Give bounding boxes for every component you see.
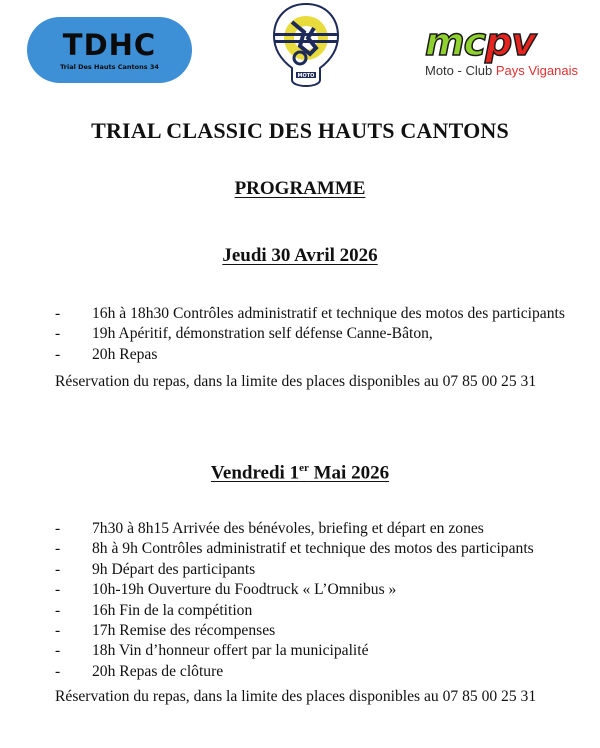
list-item-text: 18h Vin d’honneur offert par la municipalité [92,642,369,660]
list-item [55,304,565,324]
list-item [55,539,534,559]
bullet: - [55,520,61,537]
list-item-text: 16h Fin de la compétition [92,601,253,619]
list-item [55,560,534,580]
day-heading-friday-sup: er [299,462,309,474]
list-item [55,519,534,539]
schedule-list-thursday [55,304,565,365]
list-item [55,662,534,682]
list-item-text: 8h à 9h Contrôles administratif et technique des motos des participants [92,540,534,558]
bullet: - [55,540,61,558]
day-heading-thursday: Jeudi 30 Avril 2026 [222,245,378,266]
list-item [55,641,534,661]
list-item-text: 16h à 18h30 Contrôles administratif et technique des motos des participants [92,305,565,322]
bullet: - [55,345,61,363]
day-heading-friday-pre: Vendredi 1 [210,462,300,484]
day-heading-friday-post: Mai 2026 [308,462,390,484]
bullet: - [55,560,61,578]
bullet: - [55,662,61,680]
document-title: TRIAL CLASSIC DES HAUTS CANTONS [91,118,509,143]
list-item-text: 20h Repas [92,345,158,363]
list-item [55,621,534,641]
tdhc-logo-subtitle: Trial Des Hauts Cantons 34 [60,62,159,71]
bullet: - [55,581,61,599]
list-item-text: 9h Départ des participants [92,560,256,578]
tdhc-logo [27,17,192,83]
mcpv-logo-wordmark [425,20,585,64]
day-heading-friday [0,462,600,484]
list-item [55,324,565,344]
mcpv-sub-pays-viganais: Pays Viganais [495,63,578,78]
list-item-text: 17h Remise des récompenses [92,622,276,640]
svg-text:MOTO: MOTO [297,73,315,79]
reservation-note-thursday: Réservation du repas, dans la limite des places disponibles au 07 85 00 25 31 [55,373,537,390]
bullet: - [55,622,61,640]
mcpv-sub-moto-club: Moto - Club [425,63,493,78]
list-item-text: 7h30 à 8h15 Arrivée des bénévoles, briefing et départ en zones [92,520,484,537]
trophee-trial-vintage-badge-icon [270,2,342,92]
mcpv-logo [425,20,585,84]
programme-heading: PROGRAMME [234,178,366,199]
list-item-text: 10h-19h Ouverture du Foodtruck « L’Omnibus » [92,581,397,599]
list-item-text: 19h Apéritif, démonstration self défense Canne-Bâton, [92,325,433,343]
tdhc-logo-title: TDHC [62,27,157,62]
bullet: - [55,601,61,619]
reservation-note-friday: Réservation du repas, dans la limite des places disponibles au 07 85 00 25 31 [55,688,537,705]
list-item-text: 20h Repas de clôture [92,662,224,680]
schedule-list-friday [55,519,534,682]
header-logos [0,0,600,100]
mcpv-logo-mc: mc [425,20,486,64]
list-item [55,601,534,621]
bullet: - [55,325,61,343]
bullet: - [55,305,61,322]
list-item [55,345,565,365]
mcpv-logo-subtitle [425,63,585,78]
bullet: - [55,642,61,660]
list-item [55,580,534,600]
mcpv-logo-pv: pv [485,20,536,64]
